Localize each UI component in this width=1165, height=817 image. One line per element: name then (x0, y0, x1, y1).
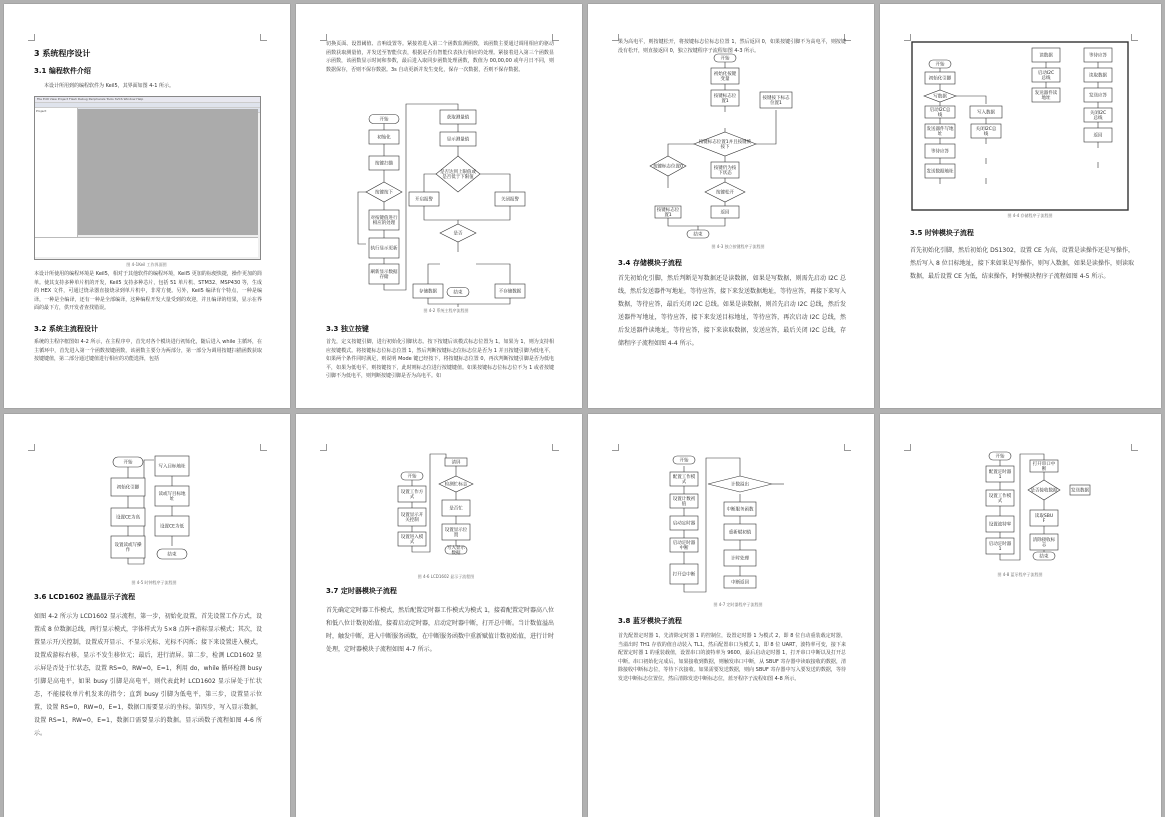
svg-text:启动I2C总: 启动I2C总 (929, 108, 951, 114)
svg-text:按键松开: 按键松开 (716, 190, 734, 196)
svg-text:结束: 结束 (1039, 554, 1049, 560)
flowchart-node (495, 284, 525, 298)
paragraph: 首先初始化引脚，然后判断是写数据还是读数据，如果是写数据，则需先启动 I2C 总线，然后发送器件写地址，等待应答，接下来发送数据地址，等待应答，再接下来写入数据，等待应答，最后关闭 I2C 总线。如果是读数据，则首先启动 I2C 总线，然后发送器件写地址，等待应答，接下来发送目标地址，等待应答，再次启动 I2C 总线，然后发送器件读地址，等待应答，接下来读取数据，发送应答，最后关闭 I2C 总线，存储程序子流程如图 4-4 所示。 (618, 275, 846, 347)
svg-text:设置工作方: 设置工作方 (400, 490, 424, 496)
svg-text:计数溢出: 计数溢出 (731, 482, 749, 488)
flowchart-node (157, 549, 187, 559)
svg-text:配置工作模: 配置工作模 (672, 475, 696, 481)
figure-caption: 图 4-6 LCD1602 显示子流程图 (417, 574, 475, 579)
page-7[interactable] (588, 414, 874, 817)
svg-text:清屏: 清屏 (451, 460, 461, 466)
flowchart-node (1032, 48, 1060, 62)
flowchart-node (111, 478, 145, 496)
svg-text:作: 作 (125, 548, 131, 554)
svg-text:对按键值进行: 对按键值进行 (370, 216, 398, 222)
flowchart-node (1032, 68, 1060, 82)
flowchart-node (711, 162, 739, 178)
svg-text:关闭I2C: 关闭I2C (1089, 111, 1107, 117)
heading-main-flow: 3.2 系统主流程设计 (34, 325, 98, 333)
flowchart-node (986, 516, 1014, 532)
svg-text:址: 址 (937, 132, 943, 138)
flowchart-node (925, 106, 955, 118)
flowchart-node (705, 182, 745, 202)
svg-text:中断服务函数: 中断服务函数 (726, 507, 754, 513)
flowchart-node (366, 182, 402, 202)
flowchart-node (1084, 48, 1112, 62)
svg-text:断: 断 (1041, 467, 1047, 473)
flowchart-node (398, 532, 426, 546)
svg-text:数据: 数据 (451, 551, 461, 557)
page-5[interactable] (4, 414, 290, 817)
svg-text:结束: 结束 (453, 290, 463, 296)
svg-text:开始: 开始 (379, 117, 389, 123)
svg-text:返回: 返回 (1093, 133, 1103, 139)
svg-text:返回: 返回 (720, 210, 730, 216)
svg-text:存储数据: 存储数据 (419, 289, 437, 295)
ide-output (35, 237, 258, 257)
svg-text:读或写目标地: 读或写目标地 (158, 492, 186, 498)
svg-text:等待应答: 等待应答 (1089, 53, 1107, 59)
svg-text:按下: 按下 (720, 145, 730, 151)
figure-caption: 图 4-2 系统主程序流程图 (423, 308, 469, 313)
flowchart-node (1084, 88, 1112, 102)
flowchart-node (111, 508, 145, 526)
svg-text:不存储数据: 不存储数据 (498, 289, 522, 295)
flowchart-node (1032, 88, 1060, 102)
page-3[interactable] (588, 4, 874, 408)
figure-caption: 图 4-7 定时器程序子流程图 (713, 602, 763, 607)
flowchart-node (398, 486, 426, 502)
page-8[interactable] (880, 414, 1161, 817)
flowchart-node (155, 456, 189, 476)
svg-text:址: 址 (169, 497, 175, 503)
paragraph: 首先，定义按键引脚，进行初始化引脚状态。按下按键后该模式标志位置为 1。如果为 1，则为支持相应按键模式。将按键标志位标志位置 1，然后判断按键标志位标志位是否为 1 并且按键引脚为低电平，如果两个条件同时满足，则说明 Mode 键已经按下，将按键标志位置 0，再次判断按键引脚是否为低电平，如果为低电平，则按键按下，此时则标志位进行按键键值。如果按键标志位标志位不为 1 或者按键引脚不为低电平，则判断按键引脚是否为高电平。如 (326, 339, 554, 380)
svg-text:是否接收数据: 是否接收数据 (1030, 488, 1058, 494)
svg-text:读数据: 读数据 (1039, 53, 1053, 59)
svg-text:F: F (1042, 519, 1046, 525)
flowchart-node (442, 524, 470, 540)
flowchart-node (673, 456, 695, 464)
svg-text:打开串口中: 打开串口中 (1032, 462, 1056, 468)
storage-flowchart (880, 4, 1161, 408)
svg-text:写入数据: 写入数据 (977, 110, 995, 116)
flowchart-node (369, 264, 399, 284)
flowchart-node (971, 124, 1001, 138)
svg-text:1: 1 (998, 547, 1002, 553)
svg-text:式: 式 (681, 480, 687, 486)
svg-text:存储: 存储 (379, 275, 389, 281)
svg-text:中断: 中断 (679, 546, 689, 552)
svg-text:读取SBU: 读取SBU (1034, 514, 1054, 520)
paragraph: 本设计所使用的编程环境是 Keil5，相对于其他软件的编程环境，Keil5 更加的标便快捷，操作更加的简单。使其支持多种单片机的开发，Keil5 支持多种芯片，包括 51 单片机、STM32、MSP430 等，生成的 HEX 文件，可通过烧录器直接烧录到单片机中，非常方便。另外，Keil5 编译有个特点，一种是编译，一种是全编译，还有一种是全部编译，这种编程开发大量受到的欢迎，并且编译的结果，显示在界面的最下方，供开发者查找错误。 (34, 271, 262, 312)
flowchart-node (440, 110, 476, 124)
flowchart-node (442, 500, 470, 516)
heading-storage: 3.4 存储模块子流程 (618, 259, 682, 267)
flowchart-node (724, 550, 756, 566)
svg-text:写入目标地址: 写入目标地址 (158, 464, 186, 470)
flowchart-node (413, 284, 443, 298)
flowchart-node (924, 90, 956, 102)
svg-text:显示测量值: 显示测量值 (446, 137, 470, 143)
flowchart-node (986, 466, 1014, 482)
flowchart-node (401, 472, 423, 480)
svg-text:初始化按键: 初始化按键 (713, 72, 737, 78)
figure-caption: 图 4-1Keil 工作界面图 (126, 262, 167, 267)
flowchart-node (711, 90, 739, 106)
flowchart-node (724, 576, 756, 588)
svg-text:发送应答: 发送应答 (1089, 93, 1107, 99)
svg-text:总线: 总线 (1041, 76, 1051, 82)
flowchart-node (970, 106, 1002, 118)
svg-text:发送数据: 发送数据 (1071, 488, 1089, 494)
flowchart-node (687, 230, 709, 238)
svg-text:按键标志位置0: 按键标志位置0 (653, 164, 683, 170)
svg-text:设置显示开: 设置显示开 (400, 513, 424, 519)
svg-text:置1: 置1 (664, 213, 672, 219)
flowchart-node (111, 536, 145, 558)
flowchart-node (369, 130, 399, 144)
svg-text:1: 1 (998, 475, 1002, 481)
flowchart-node (1030, 510, 1058, 526)
svg-text:中断返回: 中断返回 (731, 580, 749, 586)
flowchart-node (986, 538, 1014, 554)
page-4[interactable] (880, 4, 1161, 408)
svg-text:关闭报警: 关闭报警 (501, 197, 519, 203)
figure-caption: 图 4-4 存储程序子流程图 (1007, 213, 1053, 218)
svg-text:检测忙标志: 检测忙标志 (444, 482, 468, 488)
flowchart-node (714, 54, 736, 62)
svg-text:下状态: 下状态 (718, 171, 732, 177)
bluetooth-flowchart (880, 414, 1161, 817)
svg-text:清除接收标: 清除接收标 (1032, 538, 1056, 544)
svg-text:开始: 开始 (679, 458, 689, 464)
svg-text:开始: 开始 (720, 56, 730, 62)
flowchart-node (711, 206, 739, 218)
svg-text:设置CE为高: 设置CE为高 (116, 515, 140, 521)
svg-text:按键按下: 按键按下 (375, 190, 393, 196)
svg-text:变量: 变量 (720, 77, 730, 83)
heading-bluetooth: 3.8 蓝牙模块子流程 (618, 617, 682, 625)
svg-text:结束: 结束 (693, 232, 703, 238)
flowchart-node (445, 544, 467, 556)
page-2[interactable] (296, 4, 582, 408)
svg-text:式: 式 (409, 540, 415, 546)
svg-text:是否低于下限值: 是否低于下限值 (442, 175, 474, 181)
flowchart-node (398, 508, 426, 526)
svg-text:置: 置 (453, 533, 459, 539)
svg-text:等待应答: 等待应答 (931, 149, 949, 155)
flowchart-node (925, 164, 955, 178)
svg-text:设置CE为低: 设置CE为低 (160, 524, 184, 530)
flowchart-node (1033, 552, 1055, 560)
svg-text:初始化: 初始化 (377, 135, 391, 141)
flowchart-node (369, 210, 399, 230)
flowchart-node (440, 224, 476, 242)
flowchart-node (694, 132, 756, 156)
svg-text:初始化引脚: 初始化引脚 (116, 485, 140, 491)
svg-text:关控制: 关控制 (405, 518, 419, 524)
svg-text:是否达到上限值或: 是否达到上限值或 (440, 170, 476, 176)
svg-text:线: 线 (983, 132, 989, 138)
heading-clock: 3.5 时钟模块子流程 (910, 229, 974, 237)
flowchart-node (650, 156, 686, 176)
svg-text:获取测量值: 获取测量值 (446, 115, 470, 121)
svg-text:发送器件写地: 发送器件写地 (926, 127, 954, 133)
heading-lcd: 3.6 LCD1602 液晶显示子流程 (34, 593, 136, 601)
svg-text:按键标志位: 按键标志位 (656, 208, 680, 214)
svg-text:写数据: 写数据 (933, 94, 947, 100)
svg-text:开启报警: 开启报警 (415, 197, 433, 203)
svg-text:式: 式 (997, 499, 1003, 505)
flowchart-node (711, 68, 739, 84)
flowchart-node (655, 206, 681, 218)
svg-text:按键标志位置1并且按键被: 按键标志位置1并且按键被 (698, 140, 752, 146)
flowchart-node (155, 486, 189, 506)
flowchart-node (1030, 460, 1058, 472)
flowchart-node (1070, 485, 1090, 495)
svg-text:总线: 总线 (1093, 116, 1103, 122)
paragraph: 本设计所用到的编程软件为 Keil5，其界面如图 4-1 所示。 (44, 83, 175, 89)
heading-software-intro: 3.1 编程软件介绍 (34, 67, 91, 75)
svg-text:开始: 开始 (123, 460, 133, 466)
svg-text:设置读或写操: 设置读或写操 (114, 543, 142, 549)
svg-text:发送数据地址: 发送数据地址 (926, 169, 954, 175)
svg-text:写入显示: 写入显示 (447, 546, 465, 552)
svg-text:设置进入模: 设置进入模 (400, 535, 424, 541)
paragraph: 果为高电平，则按键松开，将按键标志位标志位置 1，然后返回 0，如果按键引脚不为高电平，则按键没有松开，则直接返回 0，独立按键程序子流程如图 4-3 所示。 (618, 39, 846, 54)
page-1[interactable] (4, 4, 290, 408)
corner-mark (260, 34, 267, 41)
paragraph: 如图 4-2 所示为 LCD1602 显示流程，第一步，初始化设置，首先设置工作方式，设置成 8 位数据总线，两行显示模式，字体样式为 5×8 点阵+游标显示模式；其次，设置显示开/关控制，设置成开显示、不显示光标、光标不闪烁；接下来设置进入模式，设置成游标右移，显示不发生移位元；最后，进行清屏。第二步，检测 LCD1602 显示屏是否处于忙状态，设置 RS=0，RW=0，E=1，利用 do，while 循环检测 busy 引脚是高电平，如果 busy 引脚是高电平，则代表此时 LCD1602 显示屏处于忙状态，不能接收单片机发来的指令；直到 busy 引脚为低电平，第三步，设置显示位置，设置 RS=0，RW=0，E=1，数据口需要显示的坐标。第四步，写入显示数据，设置 RS=1，RW=0，E=1，数据口需要显示的数据。显示函数子流程如图 4-6 所示。 (34, 613, 262, 737)
svg-text:计时处理: 计时处理 (731, 556, 749, 562)
svg-text:是否忙: 是否忙 (449, 506, 463, 512)
svg-text:启动定时器: 启动定时器 (672, 521, 696, 527)
flowchart-node (670, 494, 698, 508)
flowchart-node (409, 192, 439, 206)
page-6[interactable] (296, 414, 582, 817)
flowchart-node (724, 524, 756, 540)
flowchart-node (369, 238, 399, 258)
svg-text:重新赋初值: 重新赋初值 (728, 530, 752, 536)
flowchart-node (155, 516, 189, 536)
paragraph: 首先配置定时器 1，先清除定时器 1 的控制位，设置定时器 1 为模式 2，即 8 位自动重装载定时器，当溢出时 TH1 存放的值自动装入 TL1，然后配置串口为模式 1，即 8 位 UART，波特率可变，接下来配置定时器 1 的重装载值，设置串口的波特率为 9600，最后启动定时器 1，打开串口中断以及打开总中断。串口初始化完成后，如果接收到数据，则触发串口中断，从 SBUF 寄存器中读取接收的数据，清除接收中断标志位，等待下次接收。如果需要发送数据，则向 SBUF 寄存器中写入要发送的数据，等待发送中断标志位置位，然后清除发送中断标志位，蓝牙程序子流程如图 4-8 所示。 (618, 633, 846, 682)
svg-text:配置定时器: 配置定时器 (988, 470, 1012, 476)
flowchart-node (670, 564, 698, 584)
figure-caption: 图 4-5 时钟程序子流程图 (131, 580, 177, 585)
flowchart-node (724, 502, 756, 516)
flowchart-node (760, 92, 792, 108)
svg-text:设置计数初: 设置计数初 (672, 497, 696, 503)
svg-text:地址: 地址 (1041, 96, 1051, 102)
flowchart-node (447, 288, 469, 297)
flowchart-node (1084, 108, 1112, 122)
svg-text:线: 线 (937, 113, 943, 119)
flowchart-node (989, 452, 1011, 460)
flowchart-node (369, 156, 399, 170)
svg-text:启动定时器: 启动定时器 (672, 541, 696, 547)
svg-text:开始: 开始 (407, 474, 417, 480)
flowchart-node (986, 490, 1014, 506)
flowchart-node (670, 516, 698, 530)
svg-text:值: 值 (681, 502, 687, 508)
ide-editor (78, 109, 258, 235)
heading-system-design: 3 系统程序设计 (34, 49, 91, 58)
flowchart-node (495, 192, 525, 206)
flowchart-node (1084, 68, 1112, 82)
corner-mark (28, 34, 35, 41)
svg-text:结束: 结束 (167, 552, 177, 558)
svg-text:志: 志 (1041, 543, 1047, 549)
svg-text:刷新显示数据: 刷新显示数据 (370, 270, 398, 276)
paragraph: 切换页面、设置阈值、音响设置等。紧接着进入第二个函数监测函数，该函数主要通过调用相应的驱动函数获取测量值，并发送至智能仪表，根据是否有智能仪表执行相应的处理。紧接着进入第三个函数显示函数，该函数显示时间和参数，最后进入取同步函数处理函数，数值为 00,00,00 或年月日不同，则数据保存，否则不保存数据。3s 自动更新并发生变化，保存一次数据，否则不保存数据。 (326, 41, 554, 73)
flowchart-node (925, 144, 955, 158)
svg-text:发送器件读: 发送器件读 (1034, 91, 1058, 97)
flowchart-node (925, 124, 955, 138)
svg-text:按键按下标志: 按键按下标志 (762, 96, 790, 102)
flowchart-node (113, 457, 143, 467)
svg-text:开始: 开始 (935, 62, 945, 68)
ide-project-tree: Project (35, 108, 78, 238)
svg-text:设置工作模: 设置工作模 (988, 494, 1012, 500)
svg-text:位置1: 位置1 (770, 101, 782, 107)
svg-text:设置显示位: 设置显示位 (444, 528, 468, 534)
flowchart-node (670, 538, 698, 552)
svg-text:初始化引脚: 初始化引脚 (928, 76, 952, 82)
paragraph: 系统的主程序框图如 4-2 所示，在主程序中，首先对各个模块进行初始化，随后进入 while 主循环，在主循环中，首先进入第一个函数按键函数，该函数主要分为两部分，第一部分为调用按键扫描函数获取按键键值，第二部分通过键值进行相应的功能选择，包括 (34, 339, 262, 363)
flowchart-node (929, 60, 951, 68)
flowchart-node (439, 476, 473, 492)
flowchart-node (445, 458, 467, 466)
svg-text:式: 式 (409, 495, 415, 501)
figure-caption: 图 4-8 蓝牙程序子流程图 (997, 572, 1043, 577)
heading-timer: 3.7 定时器模块子流程 (326, 587, 397, 595)
flowchart-node (440, 132, 476, 146)
flowchart-node (369, 115, 399, 124)
flowchart-node (708, 476, 772, 492)
paragraph: 首先初始化引脚，然后初始化 DS1302，设置 CE 为高，设置是读操作还是写操作，然后写入 8 位目标地址，接下来如果是写操作，则写入数据，如果是读操作，则读取数据，最后设置 CE 为低，结束操作，时钟模块程序子流程如图 4-5 所示。 (910, 247, 1134, 280)
svg-text:打开总中断: 打开总中断 (672, 572, 696, 578)
svg-text:按键扫描: 按键扫描 (375, 161, 393, 167)
flowchart-node (436, 156, 480, 192)
svg-text:开始: 开始 (995, 454, 1005, 460)
ide-menubar: File Edit View Project Flash Debug Peripherals Tools SVCS Window Help (35, 97, 260, 103)
paragraph: 首先确定定时器工作模式，然后配置定时器工作模式为模式 1，接着配置定时器高八位和低八位计数初始值，接着启动定时器，启动定时器中断，打开总中断。当计数值溢出时，触发中断，进入中断服务函数，在中断服务函数中重新赋值计数初始值，进行计时处理，定时器模块子流程如图 4-7 所示。 (326, 607, 554, 653)
heading-keys: 3.3 独立按键 (326, 325, 369, 333)
keil-screenshot (34, 96, 261, 260)
svg-text:相应的处理: 相应的处理 (372, 221, 396, 227)
figure-caption: 图 4-3 独立按键程序子流程图 (711, 244, 765, 249)
svg-text:设置波特率: 设置波特率 (988, 522, 1012, 528)
svg-text:启动定时器: 启动定时器 (988, 542, 1012, 548)
flowchart-node (670, 472, 698, 486)
svg-text:读取数据: 读取数据 (1089, 73, 1107, 79)
svg-text:是否: 是否 (453, 231, 463, 237)
flowchart-node (1084, 128, 1112, 142)
svg-text:启动I2C: 启动I2C (1037, 71, 1055, 77)
flowchart-node (925, 72, 955, 84)
svg-text:按键仍为按: 按键仍为按 (713, 166, 737, 172)
svg-text:执行显示更新: 执行显示更新 (370, 246, 398, 252)
flowchart-node (1030, 534, 1058, 550)
svg-text:置1: 置1 (721, 99, 729, 105)
svg-text:关闭I2C总: 关闭I2C总 (975, 127, 997, 133)
svg-text:按键标志位: 按键标志位 (713, 94, 737, 100)
flowchart-node (1028, 480, 1060, 500)
